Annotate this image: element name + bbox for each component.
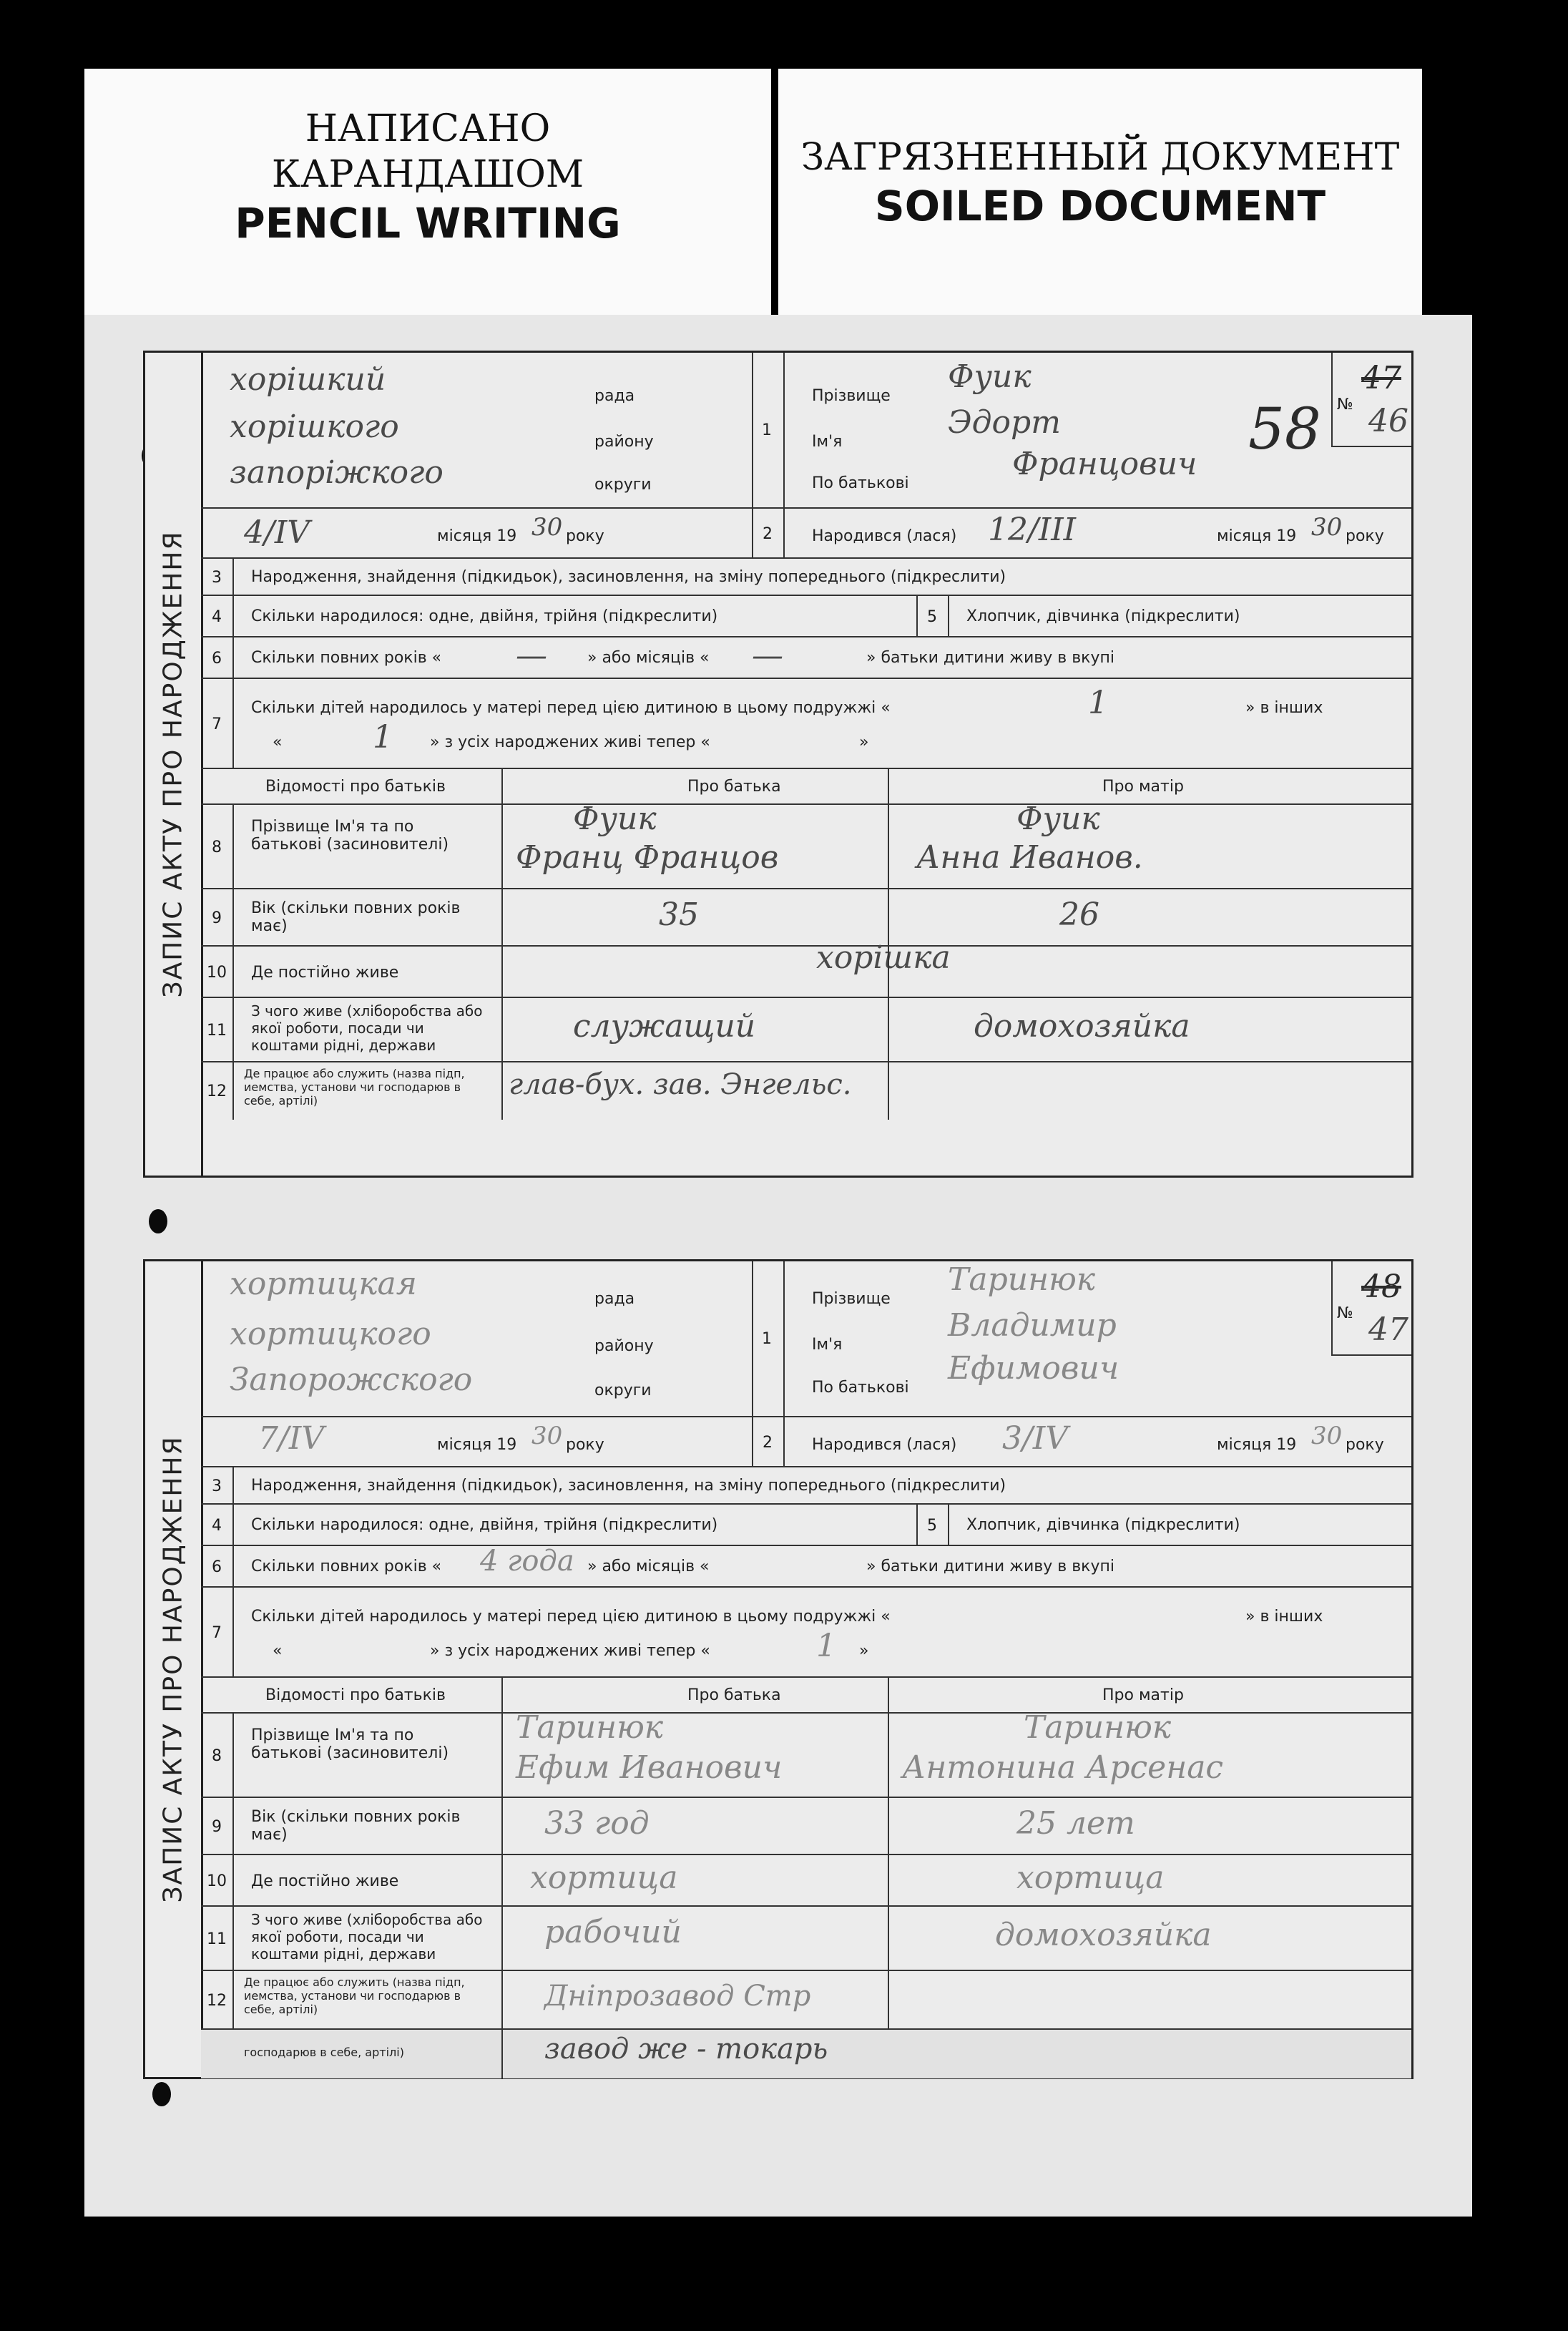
row-12: 12 Де працює або служить (назва підп, иемства, установи чи господарюв в себе, артілі) глав-бух. зав. Энгельс. [201, 1061, 1411, 1120]
father-age: 35 [659, 896, 699, 933]
rayon-value: хортицкого [230, 1316, 431, 1352]
parents-header: Відомості про батьків Про батька Про матір [201, 768, 1411, 805]
child-name-block [783, 1261, 1363, 1416]
birth-record-1 [143, 351, 1413, 1178]
row-4-5: 4 Скільки народилося: одне, двійня, трійня (підкреслити) 5 Хлопчик, дівчинка (підкреслити) [201, 595, 1411, 637]
parent-years: — [516, 637, 547, 674]
father-workplace: Днiпрозавод Стр [544, 1980, 811, 2013]
mother-surname: Фуик [1016, 801, 1100, 837]
registry-location [201, 1261, 753, 1416]
child-name: Эдорт [948, 404, 1061, 441]
father-occupation: служащий [573, 1008, 756, 1045]
row-6: 6 Скільки повних років « 4 года » або місяців « » батьки дитини живу в вкупі [201, 1545, 1411, 1588]
okruga-label: округи [594, 476, 652, 494]
mother-name: Антонина Арсенас [902, 1749, 1224, 1786]
rada-value: хортицкая [230, 1266, 417, 1302]
record-number-box: № 47 46 [1331, 353, 1411, 447]
record-side-title: ЗАПИС АКТУ ПРО НАРОДЖЕННЯ [145, 353, 203, 1176]
row-number-1: 1 [752, 1261, 785, 1416]
rada-label: рада [594, 387, 635, 405]
mother-occupation: домохозяйка [995, 1917, 1212, 1953]
row-3: 3 Народження, знайдення (підкидьок), засиновлення, на зміну попереднього (підкреслити) [201, 557, 1411, 596]
row-7: 7 Скільки дітей народилось у матері перед цією дитиною в цьому подружжі « » в інших « » з усіх народжених живі тепер « 1 » [201, 1586, 1411, 1678]
stamp-number: 58 [1248, 396, 1321, 462]
row-dates: 4/IV місяця 19 30 року 2 Народився (лася) 12/III місяця 19 30 року [201, 507, 1411, 559]
rayon-label: району [594, 433, 654, 451]
rayon-value: хорiшкого [230, 409, 399, 445]
surname-label: Прізвище [812, 1290, 891, 1308]
mother-surname: Таринюк [1024, 1709, 1172, 1746]
rada-value: хорiшкий [230, 361, 386, 398]
soiled-label-ru: ЗАГРЯЗНЕННЫЙ ДОКУМЕНТ [800, 136, 1400, 179]
record-number-box: № 48 47 [1331, 1261, 1411, 1356]
mother-age: 25 лет [1016, 1805, 1135, 1842]
birth-date: 12/III [988, 512, 1076, 548]
children-before: 1 [1088, 685, 1108, 721]
mother-residence: хортица [1016, 1860, 1165, 1896]
birth-date: 3/IV [1002, 1420, 1068, 1457]
patronymic-label: По батькові [812, 1379, 909, 1397]
mother-age: 26 [1059, 896, 1099, 933]
row-dates: 7/IV місяця 19 30 року 2 Народився (лася) 3/IV місяця 19 30 року [201, 1416, 1411, 1467]
row-8: 8 Прізвище Ім'я та по батькові (засиновителі) Фуик Франц Францов Фуик Анна Иванов. [201, 803, 1411, 889]
punch-hole [149, 1209, 167, 1233]
soiled-label-en: SOILED DOCUMENT [874, 182, 1326, 230]
mother-name: Анна Иванов. [916, 839, 1143, 876]
registration-date: 7/IV [258, 1420, 324, 1457]
pencil-label-ru-line1: НАПИСАНО [305, 107, 551, 150]
father-name: Ефим Иванович [516, 1749, 783, 1786]
father-name: Франц Францов [516, 839, 779, 876]
row-4-5: 4 Скільки народилося: одне, двійня, трійня (підкреслити) 5 Хлопчик, дівчинка (підкреслити) [201, 1503, 1411, 1546]
okruga-label: округи [594, 1382, 652, 1399]
row-6: 6 Скільки повних років « — » або місяців « — » батьки дитини живу в вкупі [201, 636, 1411, 679]
record-side-title: ЗАПИС АКТУ ПРО НАРОДЖЕННЯ [145, 1261, 203, 2077]
child-name: Владимир [948, 1307, 1117, 1344]
row-7: 7 Скільки дітей народилось у матері перед цією дитиною в цьому подружжі « 1 » в інших « 1 » з усіх народжених живі тепер « » [201, 678, 1411, 769]
rada-label: рада [594, 1290, 635, 1308]
record-number-old: 47 [1361, 360, 1401, 396]
children-alive: 1 [816, 1628, 836, 1664]
punch-hole [152, 2082, 171, 2106]
child-surname: Таринюк [948, 1261, 1096, 1298]
row-10: 10 Де постійно живе хортица хортица [201, 1854, 1411, 1907]
row-11: 11 З чого живе (хліборобства або якої роботи, посади чи коштами рідні, держави рабочий домохозяйка [201, 1905, 1411, 1971]
row-9: 9 Вік (скільки повних років має) 35 26 [201, 888, 1411, 947]
pencil-writing-label [84, 69, 771, 326]
child-patronymic: Францович [1012, 446, 1197, 482]
child-name-block [783, 353, 1363, 507]
row-3: 3 Народження, знайдення (підкидьок), засиновлення, на зміну попереднього (підкреслити) [201, 1466, 1411, 1505]
record-number-new: 46 [1368, 403, 1408, 439]
row-8: 8 Прізвище Ім'я та по батькові (засиновителі) Таринюк Ефим Иванович Таринюк Антонина Арсенас [201, 1712, 1411, 1798]
registry-location [201, 353, 753, 507]
registration-year: 30 [531, 1422, 563, 1450]
father-occupation: рабочий [544, 1914, 682, 1950]
row-number-1: 1 [752, 353, 785, 507]
child-patronymic: Ефимович [948, 1350, 1119, 1387]
soiled-document-label [778, 69, 1422, 319]
birth-record-2 [143, 1259, 1413, 2079]
underlying-workplace: завод же - токарь [544, 2033, 828, 2066]
row-9: 9 Вік (скільки повних років має) 33 год 25 лет [201, 1797, 1411, 1855]
row-12: 12 Де працює або служить (назва підп, иемства, установи чи господарюв в себе, артілі) Днiпрозавод Стр [201, 1970, 1411, 2030]
parents-header: Відомості про батьків Про батька Про матір [201, 1676, 1411, 1714]
birth-year: 30 [1311, 1422, 1343, 1450]
birth-year: 30 [1311, 513, 1343, 542]
mother-occupation: домохозяйка [974, 1008, 1190, 1045]
record-number-old: 48 [1361, 1269, 1401, 1305]
surname-label: Прізвище [812, 387, 891, 405]
father-age: 33 год [544, 1805, 650, 1842]
patronymic-label: По батькові [812, 474, 909, 492]
pencil-label-ru-line2: КАРАНДАШОМ [271, 153, 584, 196]
underlying-page-strip: господарюв в себе, артілі) завод же - токарь [201, 2028, 1411, 2078]
registration-year: 30 [531, 513, 563, 542]
parent-years: 4 года [480, 1545, 574, 1578]
name-label: Ім'я [812, 433, 843, 451]
okruga-value: запорiжкого [230, 454, 444, 491]
okruga-value: Запорожского [230, 1362, 473, 1398]
child-surname: Фуик [948, 358, 1032, 395]
name-label: Ім'я [812, 1336, 843, 1354]
registration-date: 4/IV [244, 514, 310, 551]
parent-months: — [752, 637, 783, 674]
children-alive: 1 [373, 719, 393, 756]
residence: хорiшка [816, 939, 951, 976]
father-workplace: глав-бух. зав. Энгельс. [509, 1068, 852, 1101]
row-10: 10 Де постійно живе хорiшка [201, 945, 1411, 998]
record-number-new: 47 [1368, 1311, 1408, 1348]
father-surname: Фуик [573, 801, 657, 837]
row-11: 11 З чого живе (хліборобства або якої роботи, посади чи коштами рідні, держави служащий домохозяйка [201, 997, 1411, 1062]
father-surname: Таринюк [516, 1709, 664, 1746]
rayon-label: району [594, 1337, 654, 1355]
pencil-label-en: PENCIL WRITING [235, 199, 621, 248]
father-residence: хортица [530, 1860, 678, 1896]
